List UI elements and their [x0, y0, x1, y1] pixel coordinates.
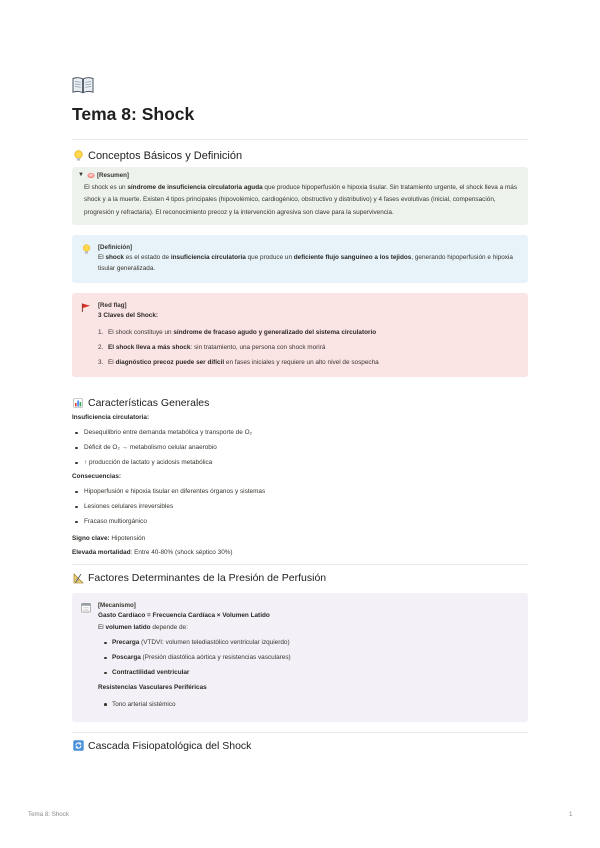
- bar-chart-icon: [72, 397, 84, 409]
- section-heading-factores: Factores Determinantes de la Presión de Perfusión: [72, 571, 528, 585]
- divider: [72, 732, 528, 733]
- summary-toggle[interactable]: [72, 167, 528, 225]
- list-item: Precarga (VTDVI: volumen telediastólico ventricular izquierdo): [98, 635, 520, 650]
- list-item: Desequilibrio entre demanda metabólica y transporte de O₂: [72, 425, 528, 440]
- list-item: Poscarga (Presión diastólica aórtica y resistencias vasculares): [98, 650, 520, 665]
- signo-clave: Signo clave: Hipotensión: [72, 535, 146, 543]
- mechanism-callout: [72, 593, 528, 722]
- list-item: 3. El diagnóstico precoz puede ser difícil en fases iniciales y requiere un alto nivel de sospecha: [98, 359, 379, 367]
- section-heading-conceptos: Conceptos Básicos y Definición: [72, 149, 528, 163]
- list-item: Tono arterial sistémico: [98, 697, 520, 712]
- consecuencias-label: Consecuencias:: [72, 473, 122, 481]
- rvp-list: [98, 697, 520, 712]
- divider: [72, 139, 528, 140]
- redflag-list: [98, 325, 520, 370]
- definition-text: El shock es el estado de insuficiencia circulatoria que produce un deficiente flujo sanguíneo a los tejidos, generando hipoperfusión e hipoxia tisular generalizada.: [98, 253, 513, 273]
- rvp-label: Resistencias Vasculares Periféricas: [98, 684, 207, 692]
- list-item: Fracaso multiorgánico: [72, 514, 528, 529]
- footer-title: Tema 8: Shock: [28, 811, 69, 818]
- divider: [72, 564, 528, 565]
- volumen-latido-text: El volumen latido depende de:: [98, 623, 188, 631]
- callout-label: [Mecanismo]: [98, 602, 136, 610]
- consecuencias-list: [72, 484, 528, 529]
- list-item: Lesiones celulares irreversibles: [72, 499, 528, 514]
- summary-text: El shock es un síndrome de insuficiencia circulatoria aguda que produce hipoperfusión e hipoxia tisular. Sin tratamiento urgente, el shock lleva a más shock y a la muerte. Existen 4 tipos principales (hipovolémico, cardiogénico, obstructivo y distributivo) y 4 fases evolutivas (inicial, compensación, progresión y refractaria). El reconocimiento precoz y la intervención agresiva son clave para la supervivencia.: [84, 184, 518, 216]
- callout-label: [Definición]: [98, 243, 133, 251]
- insuficiencia-list: [72, 425, 528, 470]
- summary-toggle-header[interactable]: ▼ [Resumen]: [78, 172, 129, 179]
- book-icon: [72, 76, 94, 94]
- callout-label: [Red flag]: [98, 301, 127, 309]
- section-heading-cascada: Cascada Fisiopatológica del Shock: [72, 739, 528, 753]
- red-flag-callout: [72, 293, 528, 378]
- calendar-icon: [81, 602, 91, 613]
- mortalidad: Elevada mortalidad: Entre 40-80% (shock séptico 30%): [72, 549, 233, 557]
- lightbulb-icon: [81, 244, 91, 255]
- list-item: ↑ producción de lactato y acidosis metabólica: [72, 455, 528, 470]
- insuficiencia-label: Insuficiencia circulatoria:: [72, 414, 150, 422]
- triangle-ruler-icon: [72, 572, 84, 584]
- lightbulb-icon: [72, 150, 84, 162]
- gasto-cardiaco-formula: Gasto Cardíaco = Frecuencia Cardíaca × Volumen Latido: [98, 612, 270, 620]
- footer-page-number: 1: [569, 811, 573, 818]
- list-item: 1. El shock constituye un síndrome de fracaso agudo y generalizado del sistema circulatorio: [98, 329, 377, 337]
- page-title: Tema 8: Shock: [72, 104, 195, 124]
- page-icon: [72, 74, 528, 96]
- list-item: Déficit de O₂ → metabolismo celular anaerobio: [72, 440, 528, 455]
- determinantes-list: [98, 635, 520, 680]
- definition-callout: [72, 235, 528, 283]
- red-flag-icon: [81, 302, 91, 313]
- list-item: Contractilidad ventricular: [98, 665, 520, 680]
- cycle-arrows-icon: [72, 740, 84, 752]
- document-content: [72, 74, 528, 753]
- list-item: 2. El shock lleva a más shock: sin tratamiento, una persona con shock morirá: [98, 344, 326, 352]
- redflag-title: 3 Claves del Shock:: [98, 311, 159, 319]
- section-heading-caracteristicas: Características Generales: [72, 396, 528, 410]
- thinking-icon: [87, 172, 95, 179]
- list-item: Hipoperfusión e hipoxia tisular en diferentes órganos y sistemas: [72, 484, 528, 499]
- triangle-down-icon: ▼: [78, 172, 84, 178]
